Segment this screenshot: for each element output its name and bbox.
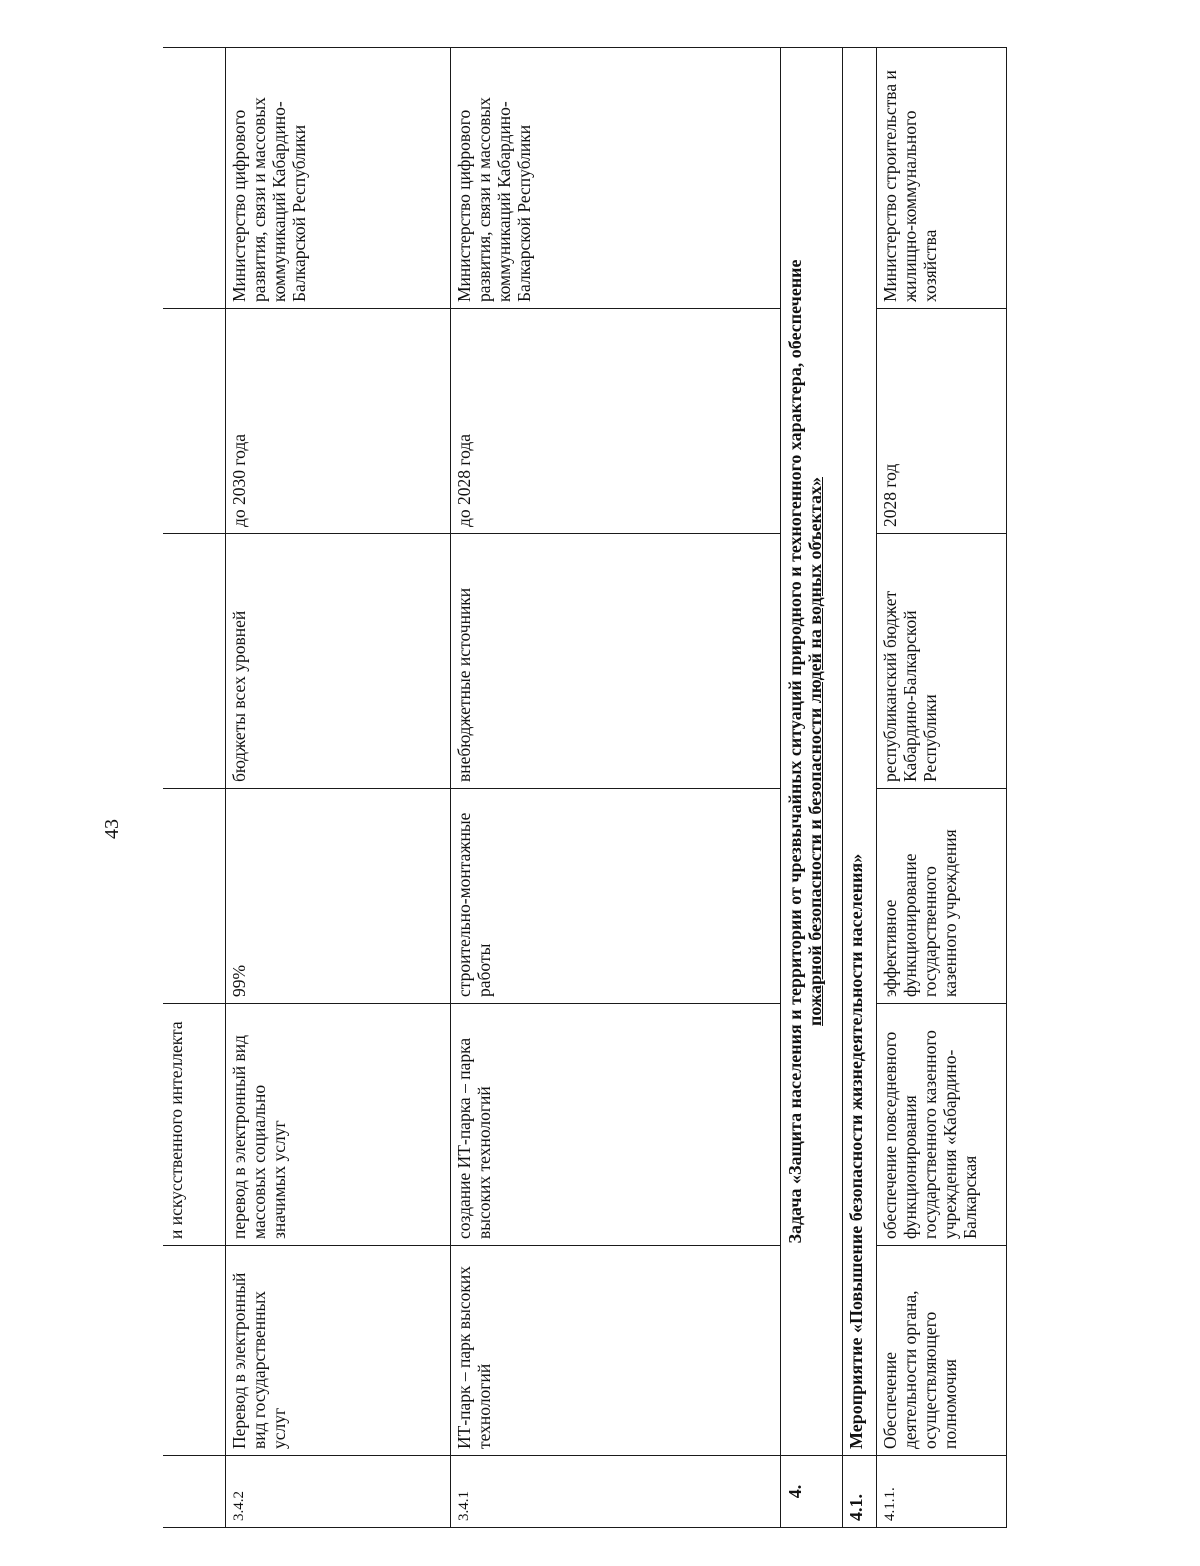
cell-source: внебюджетные источники [450, 534, 780, 789]
cell-source: республиканский бюджет Кабардино-Балкарской Республики [876, 534, 1006, 789]
cell-name: Обеспечение деятельности органа, осуществляющего полномочия [876, 1246, 1006, 1456]
cell-result [163, 789, 225, 1004]
event-heading: Мероприятие «Повышение безопасности жизнедеятельности населения» [842, 48, 876, 1456]
task-number: 4. [780, 1456, 842, 1528]
program-table [163, 47, 1007, 1528]
cell-term [163, 309, 225, 534]
task-heading [780, 48, 842, 1456]
cell-term: 2028 год [876, 309, 1006, 534]
task-row [780, 48, 842, 1528]
cell-description: создание ИТ-парка – парка высоких технологий [450, 1004, 780, 1246]
cell-name: ИТ-парк – парк высоких технологий [450, 1246, 780, 1456]
cell-term: до 2030 года [225, 309, 450, 534]
cell-executor: Министерство строительства и жилищно-коммунального хозяйства [876, 48, 1006, 309]
task-heading-line1: Задача «Защита населения и территории от чрезвычайных ситуаций природного и техногенного характера, обеспечение [784, 259, 805, 1244]
cell-num [163, 1456, 225, 1528]
cell-description: обеспечение повседневного функционирования государственного казенного учреждения «Кабардино-Балкарская [876, 1004, 1006, 1246]
cell-num: 3.4.1 [450, 1456, 780, 1528]
cell-description: перевод в электронный вид массовых социально значимых услуг [225, 1004, 450, 1246]
cell-description: и искусственного интеллекта [163, 1004, 225, 1246]
cell-num: 4.1.1. [876, 1456, 1006, 1528]
table-row [225, 48, 450, 1528]
cell-source: бюджеты всех уровней [225, 534, 450, 789]
cell-name: Перевод в электронный вид государственных услуг [225, 1246, 450, 1456]
task-heading-line2: пожарной безопасности и безопасности людей на водных объектах» [804, 477, 825, 1026]
page-number: 43 [101, 819, 123, 839]
cell-num: 3.4.2 [225, 1456, 450, 1528]
cell-source [163, 534, 225, 789]
cell-executor: Министерство цифрового развития, связи и массовых коммуникаций Кабардино-Балкарской Республики [225, 48, 450, 309]
cell-executor: Министерство цифрового развития, связи и массовых коммуникаций Кабардино-Балкарской Республики [450, 48, 780, 309]
table-row [450, 48, 780, 1528]
event-row [842, 48, 876, 1528]
event-number: 4.1. [842, 1456, 876, 1528]
cell-result: строительно-монтажные работы [450, 789, 780, 1004]
cell-result: эффективное функционирование государственного казенного учреждения [876, 789, 1006, 1004]
rotated-table-page [163, 48, 1013, 1528]
table-row [163, 48, 225, 1528]
cell-term: до 2028 года [450, 309, 780, 534]
table-row [876, 48, 1006, 1528]
cell-result: 99% [225, 789, 450, 1004]
cell-name [163, 1246, 225, 1456]
cell-executor [163, 48, 225, 309]
